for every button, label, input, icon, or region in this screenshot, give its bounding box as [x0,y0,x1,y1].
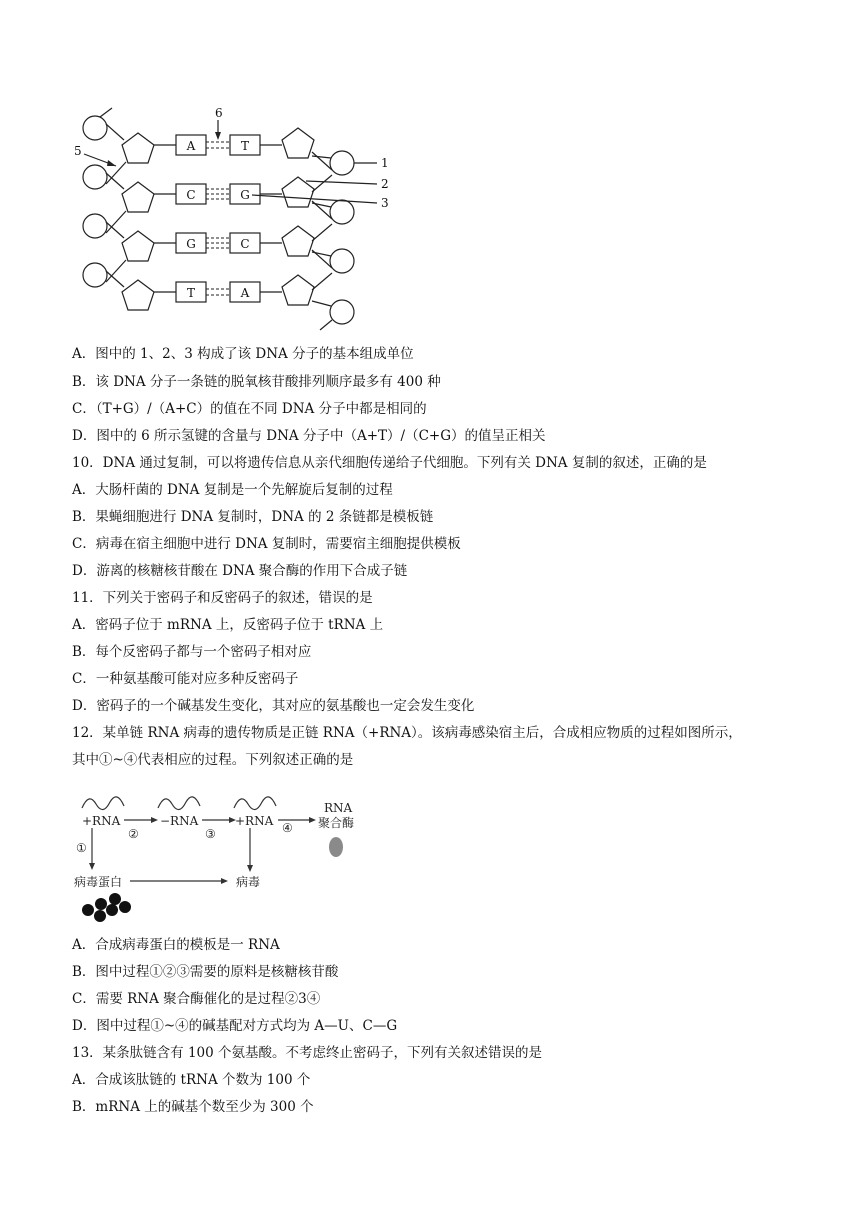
q11-stem: 11．下列关于密码子和反密码子的叙述，错误的是 [72,590,373,606]
q10-stem: 10．DNA 通过复制，可以将遗传信息从亲代细胞传递给子代细胞。下列有关 DNA 复制的叙述，正确的是 [72,455,707,471]
q10-option-b: B．果蝇细胞进行 DNA 复制时，DNA 的 2 条链都是模板链 [72,509,434,525]
q10-option-a: A．大肠杆菌的 DNA 复制是一个先解旋后复制的过程 [72,482,393,498]
plus-rna-wave-2 [234,797,276,810]
right-base-2: G [240,188,250,202]
virus-protein-dots [82,893,131,922]
virus-protein-label: 病毒蛋白 [74,875,123,889]
q13-stem: 13．某条肽链含有 100 个氨基酸。不考虑终止密码子，下列有关叙述错误的是 [72,1045,543,1061]
step-4-label: ④ [282,821,293,835]
q10-option-d: D．游离的核糖核苷酸在 DNA 聚合酶的作用下合成子链 [72,563,408,579]
right-base-3: C [240,237,250,251]
rna-virus-figure [72,780,372,930]
q12-option-b: B．图中过程①②③需要的原料是核糖核苷酸 [72,964,339,980]
step-3-label: ③ [205,827,216,841]
q9-option-a: A．图中的 1、2、3 构成了该 DNA 分子的基本组成单位 [72,346,414,362]
q12-option-a: A．合成病毒蛋白的模板是一 RNA [72,937,280,953]
q9-option-d: D．图中的 6 所示氢键的含量与 DNA 分子中（A+T）/（C+G）的值呈正相关 [72,428,546,444]
minus-rna-label: −RNA [160,814,199,828]
q9-option-b: B．该 DNA 分子一条链的脱氧核苷酸排列顺序最多有 400 种 [72,374,441,390]
virus-label: 病毒 [236,875,261,889]
q11-option-a: A．密码子位于 mRNA 上，反密码子位于 tRNA 上 [72,617,384,633]
q13-option-a: A．合成该肽链的 tRNA 个数为 100 个 [72,1072,311,1088]
left-base-3: G [186,237,196,251]
plus-rna-label: +RNA [82,814,121,828]
left-base-4: T [186,286,196,300]
left-base-1: A [186,139,196,153]
q9-option-c: C．（T+G）/（A+C）的值在不同 DNA 分子中都是相同的 [72,401,427,417]
step-1-label: ① [76,841,87,855]
plus-rna-wave-1 [82,797,124,810]
label-2: 2 [381,177,389,191]
q10-option-c: C．病毒在宿主细胞中进行 DNA 复制时，需要宿主细胞提供模板 [72,536,461,552]
enzyme-label-line1: RNA [324,801,353,815]
label-3: 3 [381,196,389,210]
label-1: 1 [381,156,389,170]
q12-stem-line1: 12．某单链 RNA 病毒的遗传物质是正链 RNA（+RNA）。该病毒感染宿主后，合成相应物质的过程如图所示， [72,725,742,741]
label-6: 6 [215,106,223,120]
step-2-label: ② [128,827,139,841]
plus-rna-label-2: +RNA [235,814,274,828]
left-base-2: C [186,188,196,202]
label-5: 5 [74,144,82,158]
minus-rna-wave [158,797,200,810]
q12-option-c: C．需要 RNA 聚合酶催化的是过程②3④ [72,991,321,1007]
dna-structure-figure [70,100,400,335]
q12-stem-line2: 其中①~④代表相应的过程。下列叙述正确的是 [72,752,354,768]
right-base-4: A [240,286,250,300]
rna-polymerase-shape [329,837,343,857]
q13-option-b: B．mRNA 上的碱基个数至少为 300 个 [72,1099,314,1115]
q11-option-c: C．一种氨基酸可能对应多种反密码子 [72,671,299,687]
right-base-1: T [240,139,250,153]
q11-option-d: D．密码子的一个碱基发生变化，其对应的氨基酸也一定会发生变化 [72,698,475,714]
enzyme-label-line2: 聚合酶 [318,816,355,830]
q11-option-b: B．每个反密码子都与一个密码子相对应 [72,644,312,660]
q12-option-d: D．图中过程①~④的碱基配对方式均为 A—U、C—G [72,1018,398,1034]
